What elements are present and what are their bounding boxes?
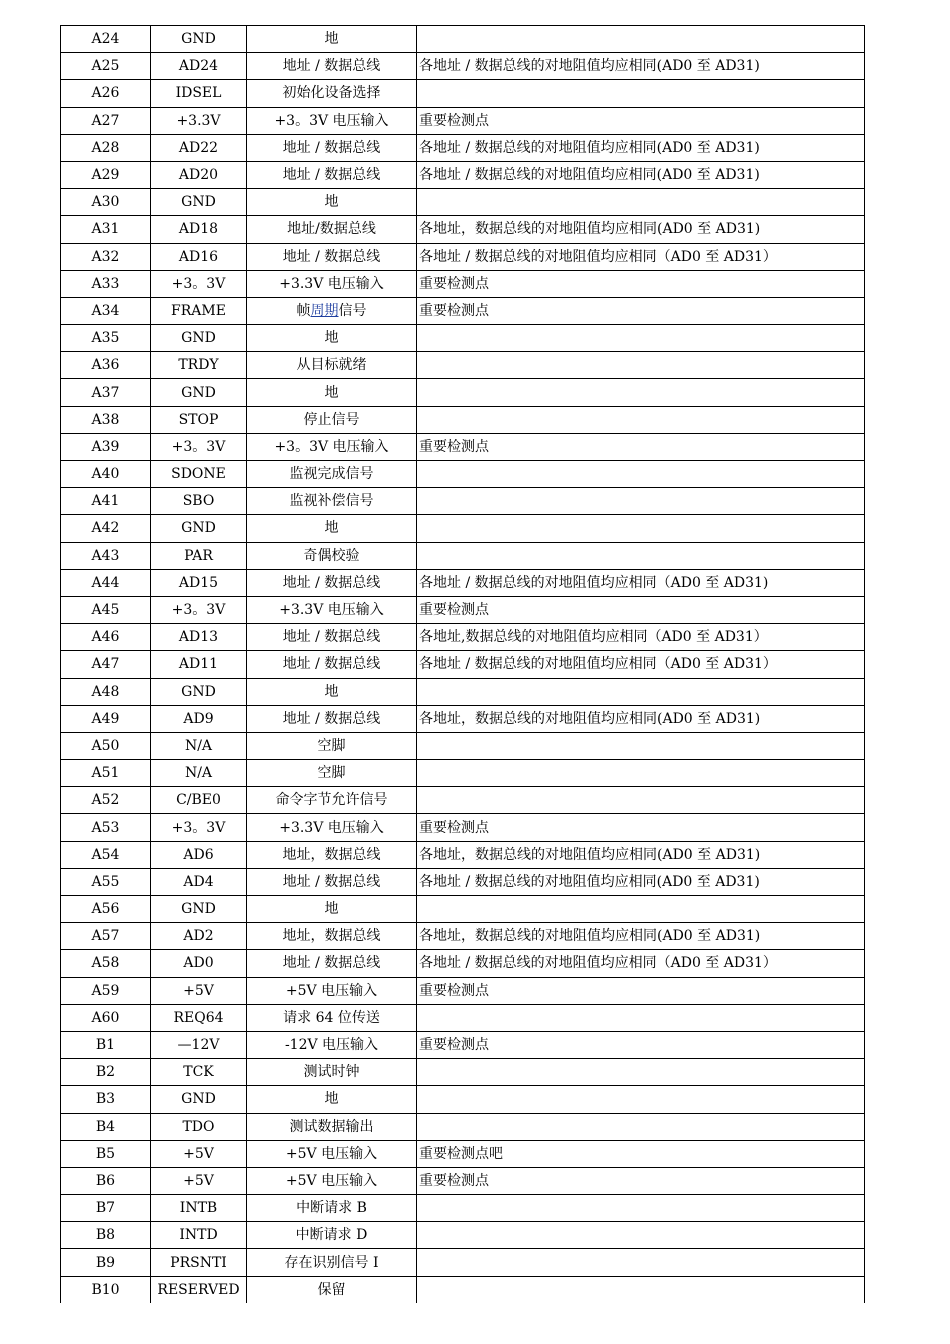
cell-text: 帧 <box>296 302 311 319</box>
signal-name-cell: —12V <box>151 1031 247 1058</box>
table-row <box>61 352 865 379</box>
signal-name-cell: N/A <box>151 760 247 787</box>
function-cell: +3。3V 电压输入 <box>247 107 417 134</box>
remark-cell <box>417 1195 865 1222</box>
signal-name-cell: INTD <box>151 1222 247 1249</box>
function-cell: +3.3V 电压输入 <box>247 270 417 297</box>
pin-number-cell: B1 <box>61 1031 151 1058</box>
signal-name-cell: GND <box>151 379 247 406</box>
remark-cell <box>417 189 865 216</box>
pin-number-cell: A33 <box>61 270 151 297</box>
remark-cell: 各地址,数据总线的对地阻值均应相同（AD0 至 AD31） <box>417 624 865 651</box>
remark-cell: 重要检测点吧 <box>417 1140 865 1167</box>
pin-number-cell: B2 <box>61 1059 151 1086</box>
signal-name-cell: GND <box>151 26 247 53</box>
pin-number-cell: A58 <box>61 950 151 977</box>
table-row <box>61 53 865 80</box>
signal-name-cell: AD18 <box>151 216 247 243</box>
signal-name-cell: +3。3V <box>151 433 247 460</box>
function-cell: 地址 / 数据总线 <box>247 868 417 895</box>
pin-number-cell: B8 <box>61 1222 151 1249</box>
function-cell: 地址/数据总线 <box>247 216 417 243</box>
table-row <box>61 80 865 107</box>
pin-number-cell: A43 <box>61 542 151 569</box>
function-cell: 空脚 <box>247 732 417 759</box>
function-cell: 地址，数据总线 <box>247 841 417 868</box>
signal-name-cell: N/A <box>151 732 247 759</box>
signal-name-cell: GND <box>151 189 247 216</box>
signal-name-cell: AD13 <box>151 624 247 651</box>
table-row <box>61 1059 865 1086</box>
signal-name-cell: GND <box>151 896 247 923</box>
signal-name-cell: TRDY <box>151 352 247 379</box>
signal-name-cell: GND <box>151 515 247 542</box>
pin-number-cell: A45 <box>61 596 151 623</box>
function-cell: +5V 电压输入 <box>247 1140 417 1167</box>
pin-number-cell: B4 <box>61 1113 151 1140</box>
signal-name-cell: GND <box>151 1086 247 1113</box>
table-row <box>61 1031 865 1058</box>
function-cell: -12V 电压输入 <box>247 1031 417 1058</box>
hyperlink-text[interactable]: 周期 <box>310 302 339 319</box>
pin-number-cell: A29 <box>61 161 151 188</box>
function-cell: 保留 <box>247 1276 417 1303</box>
remark-cell: 各地址 / 数据总线的对地阻值均应相同（AD0 至 AD31) <box>417 569 865 596</box>
pin-number-cell: A24 <box>61 26 151 53</box>
signal-name-cell: C/BE0 <box>151 787 247 814</box>
signal-name-cell: +5V <box>151 1167 247 1194</box>
table-row <box>61 732 865 759</box>
table-row <box>61 814 865 841</box>
remark-cell: 重要检测点 <box>417 814 865 841</box>
remark-cell <box>417 1059 865 1086</box>
pin-number-cell: A25 <box>61 53 151 80</box>
pin-number-cell: A38 <box>61 406 151 433</box>
table-row <box>61 787 865 814</box>
table-row <box>61 1004 865 1031</box>
pin-number-cell: A32 <box>61 243 151 270</box>
function-cell: 请求 64 位传送 <box>247 1004 417 1031</box>
table-row <box>61 379 865 406</box>
signal-name-cell: GND <box>151 678 247 705</box>
function-cell <box>247 297 417 324</box>
function-cell: 地址 / 数据总线 <box>247 134 417 161</box>
remark-cell <box>417 1249 865 1276</box>
cell-text: 信号 <box>338 302 367 319</box>
signal-name-cell: STOP <box>151 406 247 433</box>
function-cell: 从目标就绪 <box>247 352 417 379</box>
pin-table-body <box>61 26 865 1303</box>
pin-number-cell: A46 <box>61 624 151 651</box>
function-cell: 中断请求 D <box>247 1222 417 1249</box>
pin-number-cell: B7 <box>61 1195 151 1222</box>
pin-number-cell: A59 <box>61 977 151 1004</box>
remark-cell <box>417 325 865 352</box>
function-cell: 地址 / 数据总线 <box>247 161 417 188</box>
remark-cell: 重要检测点 <box>417 1031 865 1058</box>
table-row <box>61 1222 865 1249</box>
table-row <box>61 1167 865 1194</box>
table-row <box>61 977 865 1004</box>
pin-number-cell: B3 <box>61 1086 151 1113</box>
table-row <box>61 760 865 787</box>
signal-name-cell: +5V <box>151 1140 247 1167</box>
pin-number-cell: A44 <box>61 569 151 596</box>
table-row <box>61 515 865 542</box>
pin-number-cell: A60 <box>61 1004 151 1031</box>
function-cell: +3.3V 电压输入 <box>247 596 417 623</box>
remark-cell: 各地址，数据总线的对地阻值均应相同(AD0 至 AD31) <box>417 705 865 732</box>
remark-cell <box>417 1222 865 1249</box>
table-row <box>61 26 865 53</box>
pin-number-cell: A50 <box>61 732 151 759</box>
table-row <box>61 325 865 352</box>
signal-name-cell: AD20 <box>151 161 247 188</box>
table-row <box>61 406 865 433</box>
signal-name-cell: PAR <box>151 542 247 569</box>
remark-cell: 各地址 / 数据总线的对地阻值均应相同（AD0 至 AD31） <box>417 243 865 270</box>
table-row <box>61 243 865 270</box>
pin-number-cell: A53 <box>61 814 151 841</box>
function-cell: +5V 电压输入 <box>247 977 417 1004</box>
table-row <box>61 161 865 188</box>
remark-cell: 各地址 / 数据总线的对地阻值均应相同(AD0 至 AD31) <box>417 161 865 188</box>
signal-name-cell: TCK <box>151 1059 247 1086</box>
signal-name-cell: AD6 <box>151 841 247 868</box>
pin-number-cell: A54 <box>61 841 151 868</box>
function-cell: 地址 / 数据总线 <box>247 624 417 651</box>
function-cell: 地址 / 数据总线 <box>247 53 417 80</box>
function-cell: 地 <box>247 1086 417 1113</box>
remark-cell <box>417 1004 865 1031</box>
table-row <box>61 433 865 460</box>
pin-number-cell: A39 <box>61 433 151 460</box>
table-row <box>61 297 865 324</box>
remark-cell <box>417 1086 865 1113</box>
table-row <box>61 651 865 678</box>
pin-number-cell: A28 <box>61 134 151 161</box>
pin-number-cell: A41 <box>61 488 151 515</box>
table-row <box>61 896 865 923</box>
pin-number-cell: A57 <box>61 923 151 950</box>
signal-name-cell: AD9 <box>151 705 247 732</box>
table-row <box>61 1249 865 1276</box>
function-cell: 存在识别信号 I <box>247 1249 417 1276</box>
table-row <box>61 678 865 705</box>
signal-name-cell: +3。3V <box>151 270 247 297</box>
function-cell: 地址，数据总线 <box>247 923 417 950</box>
signal-name-cell: AD11 <box>151 651 247 678</box>
table-row <box>61 596 865 623</box>
pin-number-cell: A26 <box>61 80 151 107</box>
table-row <box>61 950 865 977</box>
remark-cell: 各地址，数据总线的对地阻值均应相同(AD0 至 AD31) <box>417 216 865 243</box>
function-cell: 地址 / 数据总线 <box>247 705 417 732</box>
table-row <box>61 542 865 569</box>
remark-cell: 各地址，数据总线的对地阻值均应相同(AD0 至 AD31) <box>417 841 865 868</box>
remark-cell: 重要检测点 <box>417 297 865 324</box>
remark-cell <box>417 26 865 53</box>
signal-name-cell: INTB <box>151 1195 247 1222</box>
pin-number-cell: B10 <box>61 1276 151 1303</box>
function-cell: 命令字节允许信号 <box>247 787 417 814</box>
function-cell: 测试时钟 <box>247 1059 417 1086</box>
signal-name-cell: AD2 <box>151 923 247 950</box>
function-cell: 地址 / 数据总线 <box>247 651 417 678</box>
pin-number-cell: A48 <box>61 678 151 705</box>
table-row <box>61 107 865 134</box>
pin-number-cell: A30 <box>61 189 151 216</box>
signal-name-cell: RESERVED <box>151 1276 247 1303</box>
remark-cell: 各地址 / 数据总线的对地阻值均应相同(AD0 至 AD31) <box>417 868 865 895</box>
table-row <box>61 461 865 488</box>
table-row <box>61 923 865 950</box>
pin-number-cell: A56 <box>61 896 151 923</box>
function-cell: +3。3V 电压输入 <box>247 433 417 460</box>
pin-number-cell: A55 <box>61 868 151 895</box>
signal-name-cell: IDSEL <box>151 80 247 107</box>
signal-name-cell: AD15 <box>151 569 247 596</box>
signal-name-cell: AD24 <box>151 53 247 80</box>
remark-cell: 各地址 / 数据总线的对地阻值均应相同(AD0 至 AD31) <box>417 53 865 80</box>
function-cell: 地 <box>247 26 417 53</box>
table-row <box>61 1140 865 1167</box>
function-cell: +3.3V 电压输入 <box>247 814 417 841</box>
table-row <box>61 134 865 161</box>
remark-cell: 各地址 / 数据总线的对地阻值均应相同（AD0 至 AD31） <box>417 651 865 678</box>
table-row <box>61 569 865 596</box>
table-row <box>61 216 865 243</box>
function-cell: +5V 电压输入 <box>247 1167 417 1194</box>
pin-number-cell: B6 <box>61 1167 151 1194</box>
remark-cell: 重要检测点 <box>417 596 865 623</box>
signal-name-cell: GND <box>151 325 247 352</box>
remark-cell <box>417 678 865 705</box>
pin-number-cell: A37 <box>61 379 151 406</box>
table-row <box>61 1195 865 1222</box>
pin-number-cell: A27 <box>61 107 151 134</box>
function-cell: 初始化设备选择 <box>247 80 417 107</box>
function-cell: 监视补偿信号 <box>247 488 417 515</box>
signal-name-cell: +3。3V <box>151 596 247 623</box>
signal-name-cell: TDO <box>151 1113 247 1140</box>
signal-name-cell: +3.3V <box>151 107 247 134</box>
table-row <box>61 1113 865 1140</box>
table-row <box>61 270 865 297</box>
remark-cell <box>417 406 865 433</box>
function-cell: 测试数据输出 <box>247 1113 417 1140</box>
function-cell: 地 <box>247 325 417 352</box>
signal-name-cell: FRAME <box>151 297 247 324</box>
signal-name-cell: AD22 <box>151 134 247 161</box>
pin-number-cell: B9 <box>61 1249 151 1276</box>
pin-number-cell: A34 <box>61 297 151 324</box>
remark-cell <box>417 80 865 107</box>
function-cell: 地 <box>247 189 417 216</box>
remark-cell <box>417 1276 865 1303</box>
table-row <box>61 841 865 868</box>
remark-cell: 重要检测点 <box>417 977 865 1004</box>
remark-cell: 重要检测点 <box>417 433 865 460</box>
signal-name-cell: REQ64 <box>151 1004 247 1031</box>
signal-name-cell: AD4 <box>151 868 247 895</box>
table-row <box>61 488 865 515</box>
signal-name-cell: SBO <box>151 488 247 515</box>
remark-cell: 重要检测点 <box>417 1167 865 1194</box>
function-cell: 空脚 <box>247 760 417 787</box>
signal-name-cell: SDONE <box>151 461 247 488</box>
remark-cell <box>417 379 865 406</box>
remark-cell: 各地址，数据总线的对地阻值均应相同(AD0 至 AD31) <box>417 923 865 950</box>
remark-cell: 各地址 / 数据总线的对地阻值均应相同（AD0 至 AD31） <box>417 950 865 977</box>
remark-cell: 重要检测点 <box>417 270 865 297</box>
table-row <box>61 1086 865 1113</box>
remark-cell <box>417 542 865 569</box>
remark-cell: 各地址 / 数据总线的对地阻值均应相同(AD0 至 AD31) <box>417 134 865 161</box>
function-cell: 地址 / 数据总线 <box>247 569 417 596</box>
function-cell: 地址 / 数据总线 <box>247 243 417 270</box>
function-cell: 停止信号 <box>247 406 417 433</box>
table-row <box>61 705 865 732</box>
remark-cell <box>417 352 865 379</box>
function-cell: 地 <box>247 678 417 705</box>
function-cell: 奇偶校验 <box>247 542 417 569</box>
remark-cell: 重要检测点 <box>417 107 865 134</box>
pin-number-cell: A42 <box>61 515 151 542</box>
table-row <box>61 624 865 651</box>
pin-number-cell: A40 <box>61 461 151 488</box>
pin-number-cell: A51 <box>61 760 151 787</box>
remark-cell <box>417 787 865 814</box>
remark-cell <box>417 896 865 923</box>
function-cell: 地址 / 数据总线 <box>247 950 417 977</box>
function-cell: 监视完成信号 <box>247 461 417 488</box>
signal-name-cell: AD16 <box>151 243 247 270</box>
pin-number-cell: A47 <box>61 651 151 678</box>
pin-number-cell: A52 <box>61 787 151 814</box>
pin-number-cell: A36 <box>61 352 151 379</box>
table-row <box>61 868 865 895</box>
remark-cell <box>417 461 865 488</box>
signal-name-cell: PRSNTI <box>151 1249 247 1276</box>
pin-number-cell: B5 <box>61 1140 151 1167</box>
remark-cell <box>417 488 865 515</box>
pin-number-cell: A49 <box>61 705 151 732</box>
signal-name-cell: +5V <box>151 977 247 1004</box>
function-cell: 地 <box>247 379 417 406</box>
function-cell: 地 <box>247 896 417 923</box>
pin-table <box>60 25 865 1303</box>
remark-cell <box>417 760 865 787</box>
function-cell: 中断请求 B <box>247 1195 417 1222</box>
remark-cell <box>417 515 865 542</box>
table-row <box>61 189 865 216</box>
signal-name-cell: AD0 <box>151 950 247 977</box>
function-cell: 地 <box>247 515 417 542</box>
remark-cell <box>417 732 865 759</box>
pin-number-cell: A31 <box>61 216 151 243</box>
pin-number-cell: A35 <box>61 325 151 352</box>
remark-cell <box>417 1113 865 1140</box>
table-row <box>61 1276 865 1303</box>
signal-name-cell: +3。3V <box>151 814 247 841</box>
